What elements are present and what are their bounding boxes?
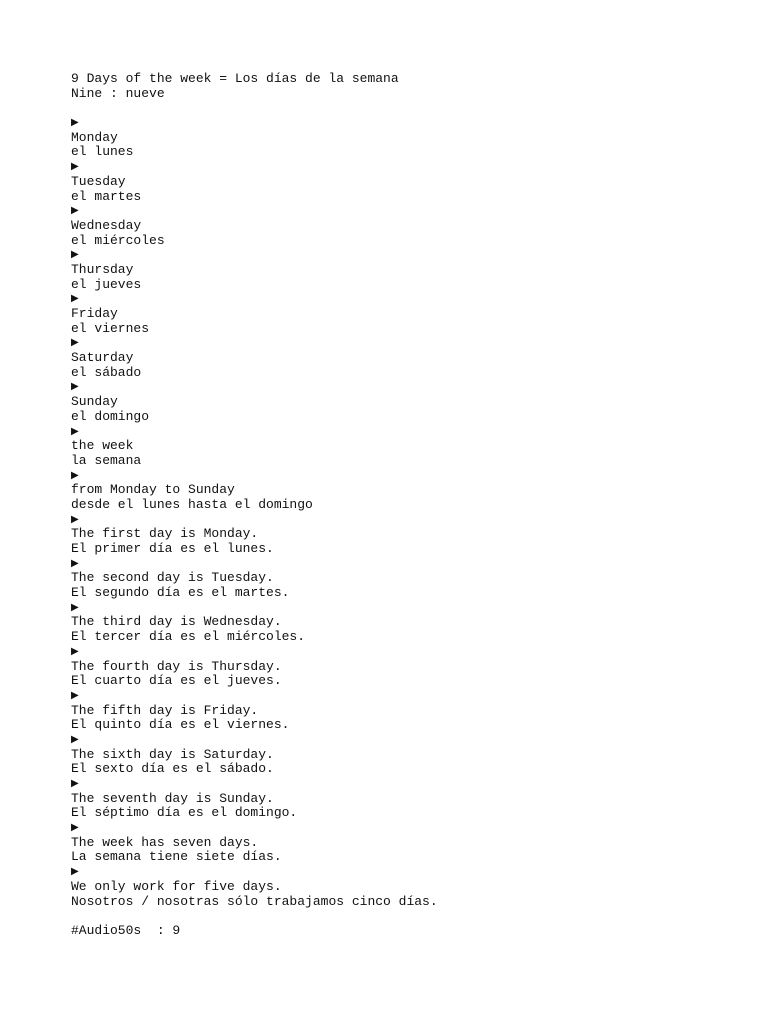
spacer: [71, 909, 748, 924]
list-item: [71, 689, 748, 733]
spanish-phrase: El tercer día es el miércoles.: [71, 629, 306, 645]
page-title: 9 Days of the week = Los días de la semana: [71, 71, 399, 86]
play-triangle-icon[interactable]: ▶: [71, 117, 79, 129]
spanish-phrase: El cuarto día es el jueves.: [71, 673, 282, 689]
spanish-phrase: el sábado: [71, 364, 142, 380]
list-item: [71, 336, 748, 380]
spanish-phrase: el viernes: [71, 320, 150, 336]
spanish-phrase: Nosotros / nosotras sólo trabajamos cinco días.: [71, 893, 438, 909]
spanish-phrase: el martes: [71, 188, 142, 204]
english-phrase: We only work for five days.: [71, 878, 282, 894]
play-triangle-icon[interactable]: ▶: [71, 689, 79, 701]
list-item: [71, 160, 748, 204]
english-phrase: The fourth day is Thursday.: [71, 658, 282, 674]
english-phrase: Monday: [71, 129, 118, 145]
play-triangle-icon[interactable]: ▶: [71, 293, 79, 305]
english-phrase: The fifth day is Friday.: [71, 702, 259, 718]
english-phrase: Friday: [71, 306, 118, 321]
play-triangle-icon[interactable]: ▶: [71, 778, 79, 789]
spanish-phrase: el miércoles: [71, 232, 165, 248]
list-item: [71, 601, 748, 645]
english-phrase: Thursday: [71, 261, 134, 277]
play-triangle-icon[interactable]: ▶: [71, 513, 79, 525]
english-phrase: The week has seven days.: [71, 834, 259, 850]
list-item: [71, 733, 748, 777]
list-item: [71, 116, 748, 160]
list-item: [71, 469, 748, 513]
play-triangle-icon[interactable]: ▶: [71, 205, 79, 217]
spanish-phrase: El séptimo día es el domingo.: [71, 805, 298, 821]
play-triangle-icon[interactable]: ▶: [71, 822, 79, 834]
list-item: [71, 513, 748, 557]
english-phrase: the week: [71, 438, 134, 454]
english-phrase: from Monday to Sunday: [71, 482, 235, 498]
list-item: [71, 557, 748, 601]
list-item: [71, 204, 748, 248]
english-phrase: The seventh day is Sunday.: [71, 790, 274, 806]
spanish-phrase: desde el lunes hasta el domingo: [71, 496, 313, 512]
list-item: [71, 292, 748, 336]
play-triangle-icon[interactable]: ▶: [71, 733, 79, 745]
play-triangle-icon[interactable]: ▶: [71, 249, 79, 261]
english-phrase: The first day is Monday.: [71, 526, 259, 542]
play-triangle-icon[interactable]: ▶: [71, 469, 79, 481]
spanish-phrase: El sexto día es el sábado.: [71, 761, 274, 777]
vocabulary-list: [71, 116, 748, 909]
play-triangle-icon[interactable]: ▶: [71, 557, 79, 569]
spanish-phrase: El primer día es el lunes.: [71, 541, 274, 556]
play-triangle-icon[interactable]: ▶: [71, 161, 79, 173]
list-item: [71, 777, 748, 821]
english-phrase: Wednesday: [71, 217, 142, 233]
spanish-phrase: el jueves: [71, 276, 142, 292]
english-phrase: Saturday: [71, 350, 134, 366]
spanish-phrase: El quinto día es el viernes.: [71, 717, 290, 733]
spanish-phrase: la semana: [71, 452, 142, 468]
list-item: [71, 821, 748, 865]
play-triangle-icon[interactable]: ▶: [71, 601, 79, 613]
list-item: [71, 380, 748, 424]
spanish-phrase: el lunes: [71, 144, 134, 160]
english-phrase: The third day is Wednesday.: [71, 614, 282, 630]
spanish-phrase: el domingo: [71, 408, 150, 424]
english-phrase: The sixth day is Saturday.: [71, 746, 274, 762]
play-triangle-icon[interactable]: ▶: [71, 337, 79, 349]
play-triangle-icon[interactable]: ▶: [71, 381, 79, 393]
list-item: [71, 645, 748, 689]
english-phrase: The second day is Tuesday.: [71, 570, 274, 586]
list-item: [71, 865, 748, 909]
spanish-phrase: El segundo día es el martes.: [71, 585, 290, 601]
spacer: [71, 101, 748, 116]
audio-tag: #Audio50s : 9: [71, 922, 181, 938]
spanish-phrase: La semana tiene siete días.: [71, 849, 282, 865]
english-phrase: Sunday: [71, 394, 118, 410]
list-item: [71, 425, 748, 469]
play-triangle-icon[interactable]: ▶: [71, 866, 79, 878]
document-page: [71, 72, 748, 939]
number-line: Nine : nueve: [71, 85, 165, 101]
english-phrase: Tuesday: [71, 173, 126, 189]
list-item: [71, 248, 748, 292]
play-triangle-icon[interactable]: ▶: [71, 645, 79, 657]
play-triangle-icon[interactable]: ▶: [71, 425, 79, 437]
